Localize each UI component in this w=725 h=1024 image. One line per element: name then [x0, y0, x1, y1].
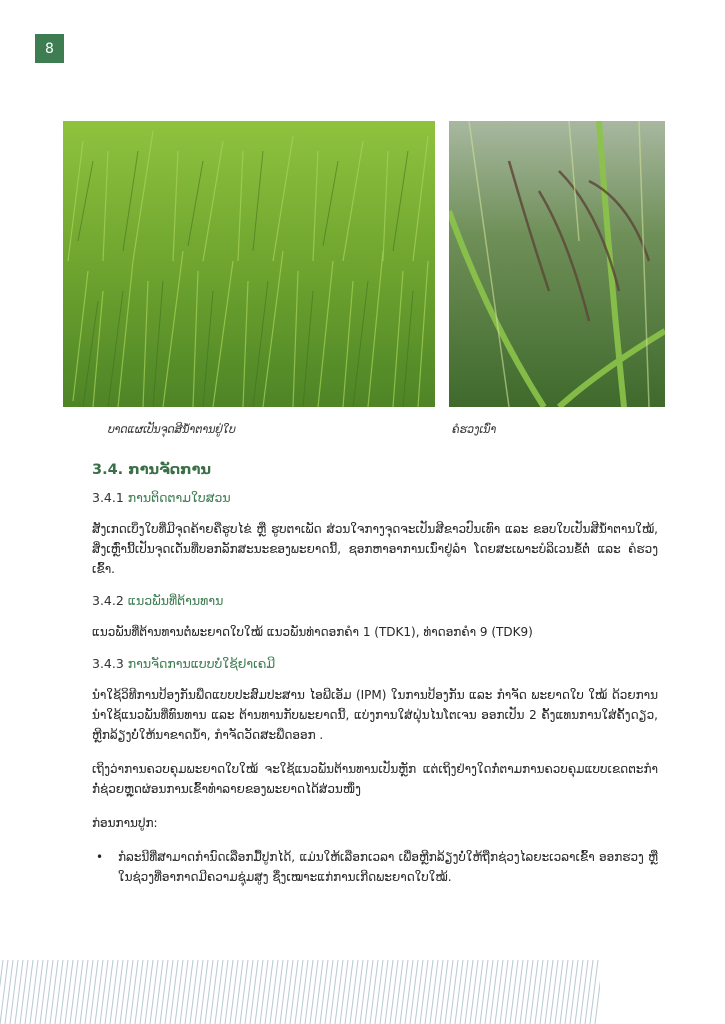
- footer-hatch-line: [350, 960, 358, 1024]
- footer-hatch-line: [75, 960, 83, 1024]
- subheading-title: ການຈັດການແບບບໍ່ໃຊ້ຢາເຄມີ: [127, 656, 276, 671]
- footer-hatch-line: [245, 960, 253, 1024]
- photo-caption: ຄໍຮວງເນົ່າ: [452, 423, 497, 436]
- footer-hatch-line: [110, 960, 118, 1024]
- footer-hatch-line: [380, 960, 388, 1024]
- footer-hatch-line: [145, 960, 153, 1024]
- rice-neck-rot-photo: [449, 121, 665, 407]
- footer-hatch-line: [285, 960, 293, 1024]
- footer-hatch-line: [550, 960, 558, 1024]
- footer-hatch-line: [360, 960, 368, 1024]
- section-heading: 3.4. ການຈັດການ: [92, 462, 212, 478]
- footer-hatch-line: [275, 960, 283, 1024]
- footer-hatch-line: [465, 960, 473, 1024]
- footer-hatch-line: [140, 960, 148, 1024]
- footer-hatch-line: [200, 960, 208, 1024]
- footer-hatch-line: [10, 960, 18, 1024]
- footer-hatch-line: [60, 960, 68, 1024]
- footer-hatch-line: [185, 960, 193, 1024]
- footer-hatch-line: [40, 960, 48, 1024]
- footer-hatch-line: [320, 960, 328, 1024]
- footer-hatch-line: [335, 960, 343, 1024]
- subheading-3-4-2: [92, 593, 658, 608]
- footer-hatch-line: [300, 960, 308, 1024]
- footer-hatch-line: [160, 960, 168, 1024]
- footer-hatch-line: [305, 960, 313, 1024]
- footer-hatch-line: [215, 960, 223, 1024]
- footer-hatch-line: [395, 960, 403, 1024]
- footer-hatch-line: [435, 960, 443, 1024]
- footer-hatch-line: [90, 960, 98, 1024]
- footer-hatch-line: [150, 960, 158, 1024]
- footer-hatch-line: [50, 960, 58, 1024]
- subheading-number: 3.4.2: [92, 593, 124, 608]
- footer-hatch-line: [385, 960, 393, 1024]
- photo-caption: ບາດແຜເປັນຈຸດສີນ້ຳຕານຢູ່ໃບ: [108, 423, 236, 436]
- footer-hatch-line: [105, 960, 113, 1024]
- rice-field-photo: [63, 121, 435, 407]
- footer-hatch-line: [340, 960, 348, 1024]
- subheading-number: 3.4.3: [92, 656, 124, 671]
- footer-hatch-line: [5, 960, 13, 1024]
- footer-hatch-line: [230, 960, 238, 1024]
- footer-hatch-line: [190, 960, 198, 1024]
- footer-hatch-line: [445, 960, 453, 1024]
- subheading-3-4-1: [92, 490, 658, 505]
- footer-hatch-line: [460, 960, 468, 1024]
- footer-hatch-line: [560, 960, 568, 1024]
- footer-hatch-line: [345, 960, 353, 1024]
- before-planting-label: ກ່ອນການປູກ:: [92, 816, 158, 830]
- footer-hatch-line: [310, 960, 318, 1024]
- bullet-icon: •: [96, 850, 104, 864]
- footer-hatch-line: [165, 960, 173, 1024]
- footer-hatch-line: [0, 960, 8, 1024]
- footer-hatch-line: [135, 960, 143, 1024]
- footer-hatch-line: [530, 960, 538, 1024]
- footer-hatch-line: [375, 960, 383, 1024]
- footer-hatch-line: [545, 960, 553, 1024]
- footer-hatch-line: [400, 960, 408, 1024]
- footer-hatch-line: [125, 960, 133, 1024]
- footer-hatch-line: [515, 960, 523, 1024]
- footer-hatch-line: [80, 960, 88, 1024]
- footer-hatch-line: [290, 960, 298, 1024]
- footer-hatch-line: [195, 960, 203, 1024]
- footer-hatch-line: [430, 960, 438, 1024]
- subheading-number: 3.4.1: [92, 490, 124, 505]
- footer-hatch-line: [280, 960, 288, 1024]
- footer-hatch-line: [295, 960, 303, 1024]
- footer-hatch-line: [330, 960, 338, 1024]
- footer-hatch-line: [210, 960, 218, 1024]
- footer-hatch-line: [155, 960, 163, 1024]
- footer-hatch-line: [495, 960, 503, 1024]
- footer-hatch-line: [415, 960, 423, 1024]
- footer-hatch-line: [585, 960, 593, 1024]
- paragraph: ນຳໃຊ້ວິທີການປ້ອງກັນພືດແບບປະສົມປະສານ ໄອພີເອັມ (IPM) ໃນການປ້ອງກັນ ແລະ ກຳຈັດ ພະຍາດໃບ ໃໝ້ ດ້ວຍການນຳໃຊ້ແນວພັນທີ່ທົນທານ ແລະ ຕ້ານທານກັບພະຍາດນີ້, ແບ່ງການໃສ່ຝຸ່ນໄນໂຕເຈນ ອອກເປັນ 2 ຄັ້ງແທນການໃສ່ຄັ້ງດຽວ, ຫຼີກລ້ຽງບໍ່ໃຫ້ນາຂາດນ້ຳ, ກຳຈັດວັດສະພືດອອກ .: [92, 688, 658, 742]
- footer-hatch-line: [595, 960, 600, 1024]
- footer-hatch-line: [95, 960, 103, 1024]
- footer-hatch-line: [240, 960, 248, 1024]
- footer-hatch-line: [115, 960, 123, 1024]
- footer-hatch-line: [25, 960, 33, 1024]
- subheading-title: ແນວພັນທີ່ຕ້ານທານ: [127, 593, 224, 608]
- list-item-text: ກໍລະນີທີ່ສາມາດກຳນົດເລືອກມື້ປູກໄດ້, ແມ່ນໃຫ້ເລືອກເວລາ ເພື່ອຫຼີກລ້ຽງບໍ່ໃຫ້ຖືກຊ່ວງໄລຍະເວລາເຂົ້າ ອອກຮວງ ຫຼື ໃນຊ່ວງທີ່ອາກາດມີຄວາມຊຸ່ມສູງ ຊຶ່ງເໝາະແກ່ການເກີດພະຍາດໃບໃໝ້.: [118, 850, 658, 884]
- list-item: [92, 847, 658, 887]
- footer-hatch-line: [85, 960, 93, 1024]
- footer-hatch-line: [55, 960, 63, 1024]
- footer-hatch-line: [265, 960, 273, 1024]
- footer-hatch-line: [480, 960, 488, 1024]
- footer-hatch-line: [405, 960, 413, 1024]
- footer-hatch-line: [250, 960, 258, 1024]
- footer-hatch-line: [505, 960, 513, 1024]
- footer-hatch-line: [100, 960, 108, 1024]
- footer-hatch-line: [35, 960, 43, 1024]
- footer-hatch-line: [15, 960, 23, 1024]
- footer-hatch-line: [475, 960, 483, 1024]
- footer-hatch-line: [315, 960, 323, 1024]
- footer-hatch-line: [500, 960, 508, 1024]
- bullet-list: [92, 847, 658, 887]
- footer-line-pattern: [0, 960, 600, 1024]
- footer-hatch-line: [120, 960, 128, 1024]
- footer-hatch-line: [20, 960, 28, 1024]
- footer-hatch-line: [170, 960, 178, 1024]
- footer-hatch-line: [575, 960, 583, 1024]
- paragraph: ສັງເກດເບິ່ງໃບທີ່ມີຈຸດຄ້າຍຄືຮູບໄຂ່ ຫຼື ຮູບຕາເພັດ ສ່ວນໃຈກາງຈຸດຈະເປັນສີຂາວປົນເທົາ ແລະ ຂອບໃບເປັນສີນ້ຳຕານໃໝ້, ສິ່ງເຫຼົ່ານີ້ເປັນຈຸດເດັ່ນທີ່ບອກລັກສະນະຂອງພະຍາດນີ້, ຊອກຫາອາການເນົ່າຢູ່ລຳ ໂດຍສະເພາະບໍລິເວນຂໍ້ຕໍ່ ແລະ ຄໍຮວງເຂົ້າ.: [92, 522, 658, 576]
- footer-hatch-line: [65, 960, 73, 1024]
- subheading-title: ການຕິດຕາມໃບສວນ: [127, 490, 231, 505]
- footer-hatch-line: [455, 960, 463, 1024]
- paragraph: ແນວພັນທີ່ຕ້ານທານຕໍ່ພະຍາດໃບໃໝ້ ແນວພັນທ່າດອກຄຳ 1 (TDK1), ທ່າດອກຄຳ 9 (TDK9): [92, 625, 533, 639]
- footer-hatch-line: [235, 960, 243, 1024]
- footer-hatch-line: [260, 960, 268, 1024]
- page-number: 8: [45, 40, 54, 57]
- footer-hatch-line: [470, 960, 478, 1024]
- footer-hatch-line: [30, 960, 38, 1024]
- footer-hatch-line: [410, 960, 418, 1024]
- footer-hatch-line: [130, 960, 138, 1024]
- footer-hatch-line: [490, 960, 498, 1024]
- footer-hatch-line: [535, 960, 543, 1024]
- section-content: [92, 462, 658, 887]
- paragraph: ເຖິງວ່າການຄວບຄຸມພະຍາດໃບໃໝ້ ຈະໃຊ້ແນວພັນຕ້ານທານເປັນຫຼັກ ແຕ່ເຖິງຢ່າງໃດກໍ່ຕາມການຄວບຄຸມແບບເຂດຕະກຳກໍ່ຊ່ວຍຫຼຸດຜ່ອນການເຂົ້າທຳລາຍຂອງພະຍາດໄດ້ສ່ວນໜຶ່ງ: [92, 762, 658, 796]
- footer-hatch-line: [450, 960, 458, 1024]
- footer-hatch-line: [485, 960, 493, 1024]
- footer-hatch-line: [525, 960, 533, 1024]
- subheading-3-4-3: [92, 656, 658, 671]
- footer-hatch-line: [390, 960, 398, 1024]
- footer-hatch-line: [325, 960, 333, 1024]
- footer-hatch-line: [205, 960, 213, 1024]
- footer-hatch-line: [270, 960, 278, 1024]
- footer-hatch-line: [420, 960, 428, 1024]
- footer-hatch-line: [255, 960, 263, 1024]
- footer-hatch-line: [225, 960, 233, 1024]
- footer-hatch-line: [590, 960, 598, 1024]
- footer-hatch-line: [355, 960, 363, 1024]
- footer-hatch-line: [565, 960, 573, 1024]
- footer-hatch-line: [440, 960, 448, 1024]
- footer-hatch-line: [520, 960, 528, 1024]
- footer-hatch-line: [220, 960, 228, 1024]
- footer-hatch-line: [510, 960, 518, 1024]
- footer-hatch-line: [70, 960, 78, 1024]
- footer-hatch-line: [370, 960, 378, 1024]
- page-number-badge: [35, 34, 64, 63]
- footer-hatch-line: [365, 960, 373, 1024]
- footer-hatch-line: [570, 960, 578, 1024]
- footer-hatch-line: [580, 960, 588, 1024]
- footer-hatch-line: [175, 960, 183, 1024]
- footer-hatch-line: [180, 960, 188, 1024]
- footer-hatch-line: [555, 960, 563, 1024]
- footer-hatch-line: [45, 960, 53, 1024]
- footer-hatch-line: [540, 960, 548, 1024]
- footer-hatch-line: [425, 960, 433, 1024]
